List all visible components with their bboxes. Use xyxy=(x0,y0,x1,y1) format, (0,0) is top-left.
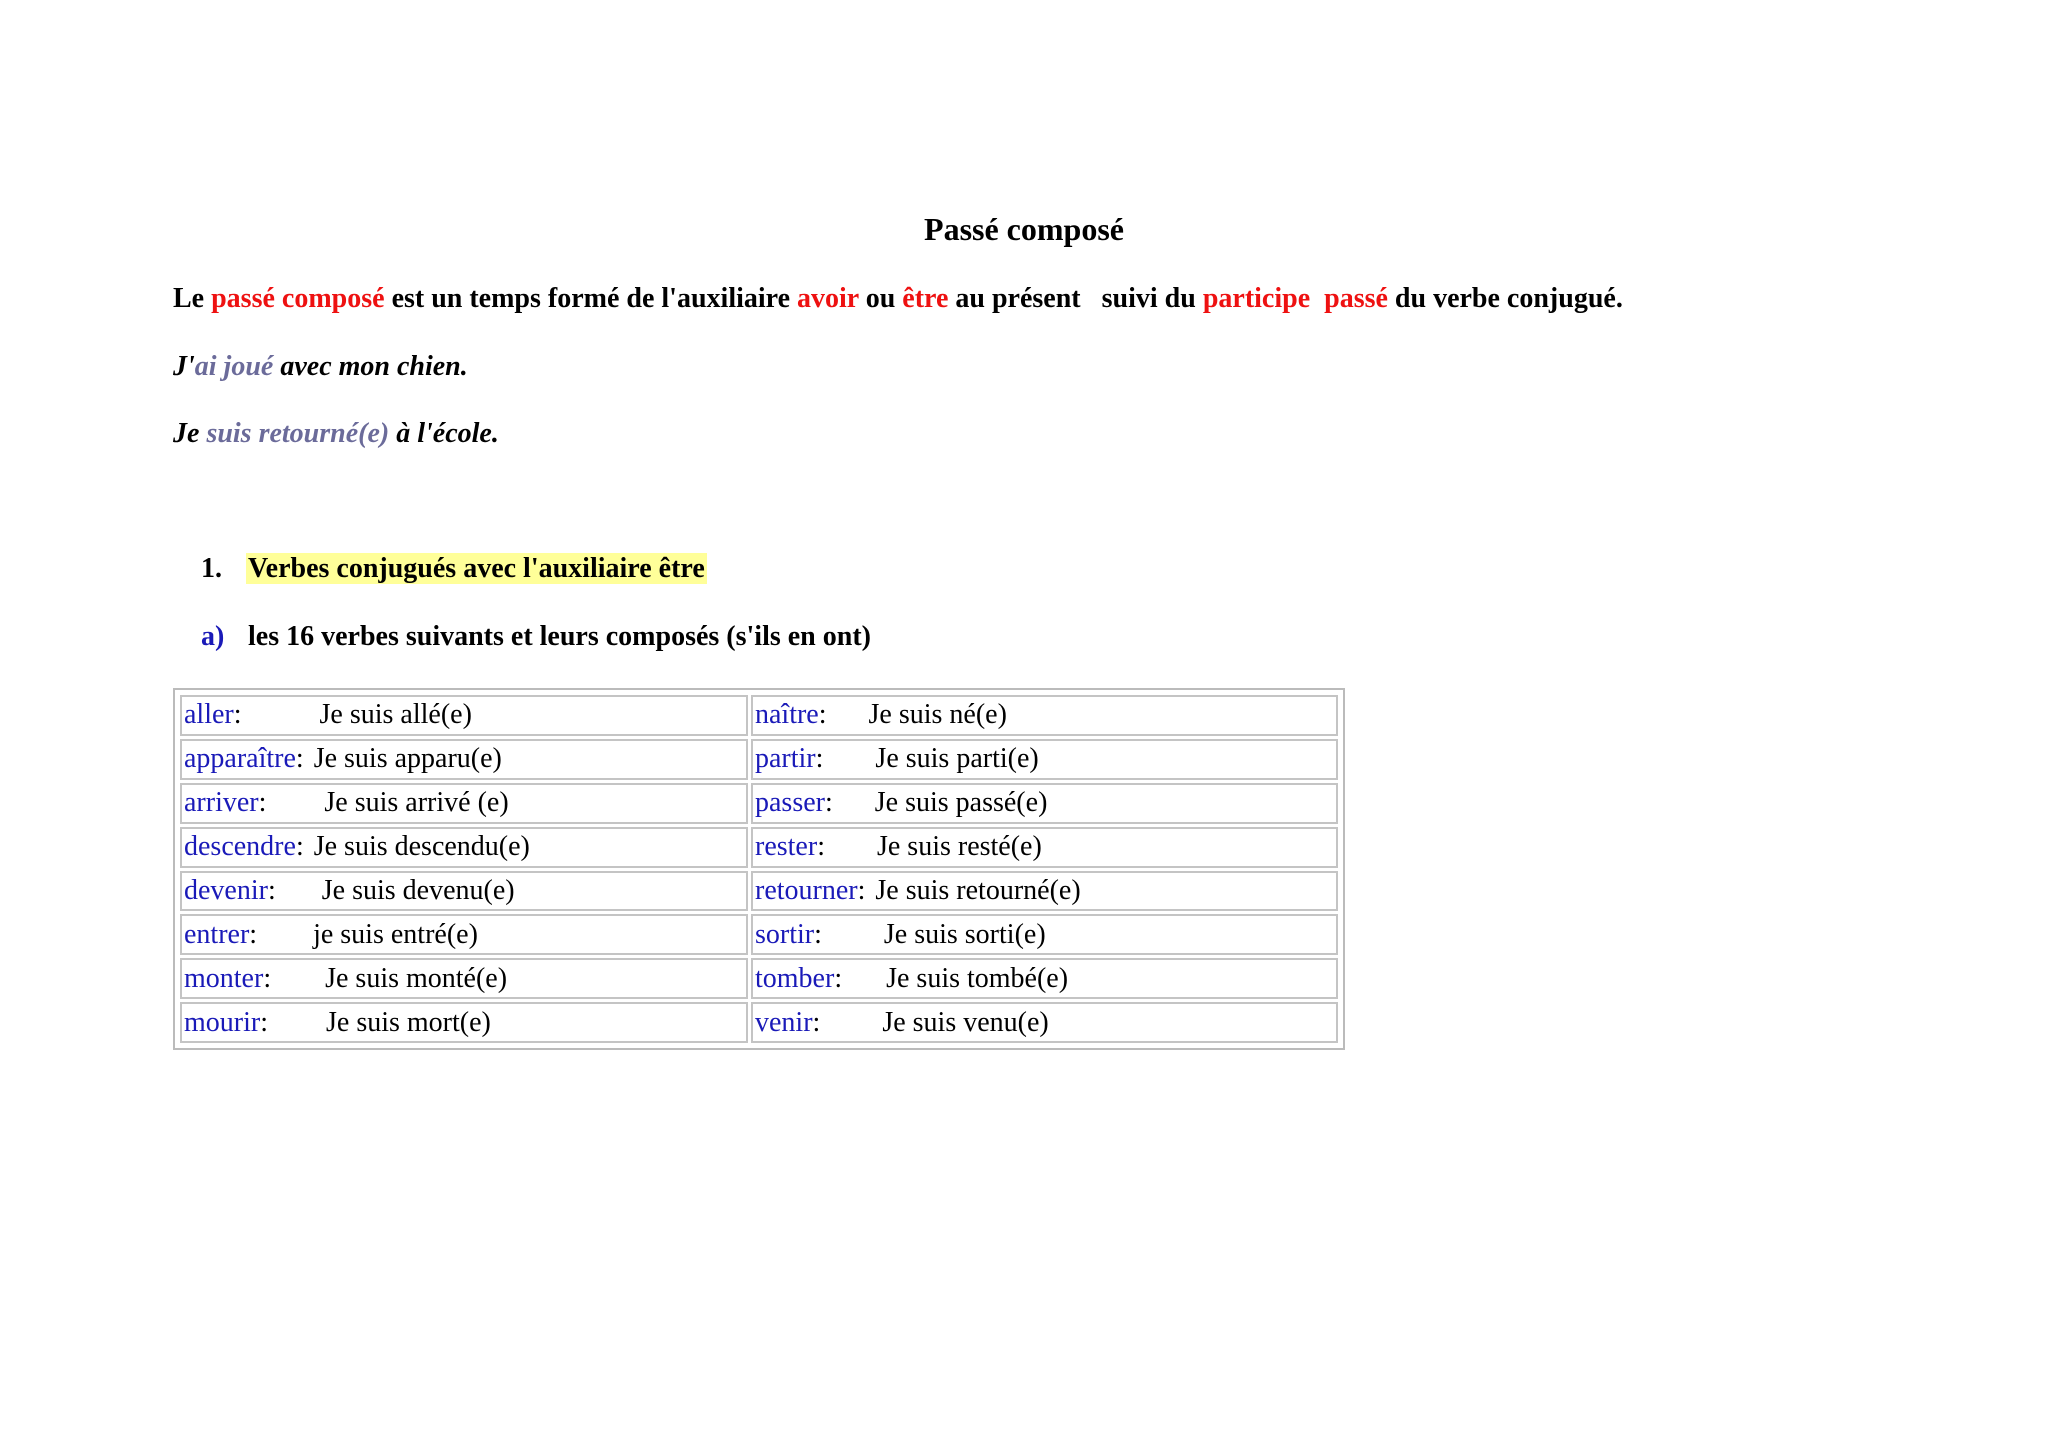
conjugated-form: Je suis passé(e) xyxy=(874,787,1048,819)
keyword-participe-passe: participe passé xyxy=(1202,283,1388,314)
colon: : xyxy=(814,918,822,950)
colon: : xyxy=(258,787,267,819)
table-row xyxy=(180,871,1338,912)
colon: : xyxy=(249,918,258,950)
keyword-avoir: avoir xyxy=(797,283,859,314)
conjugated-form: Je suis apparu(e) xyxy=(313,743,502,775)
verbs-grid xyxy=(177,692,1341,1046)
colon: : xyxy=(834,962,843,994)
section-heading-1 xyxy=(201,546,707,592)
table-row xyxy=(180,827,1338,868)
verb-infinitive: aller xyxy=(184,699,234,731)
colon: : xyxy=(233,699,242,731)
verb-infinitive: monter xyxy=(184,962,264,994)
section-number: 1. xyxy=(201,553,222,584)
conjugated-form: je suis entré(e) xyxy=(313,918,478,950)
conjugated-form: Je suis parti(e) xyxy=(875,743,1039,775)
verb-cell xyxy=(751,914,1338,955)
colon: : xyxy=(295,743,304,775)
verb-cell xyxy=(180,871,748,912)
intro-text: au présent suivi du xyxy=(948,283,1203,314)
example-verb: ai joué xyxy=(194,351,274,382)
colon: : xyxy=(263,962,272,994)
colon: : xyxy=(295,831,304,863)
example-text: avec mon chien. xyxy=(273,351,468,382)
verb-infinitive: tomber xyxy=(755,962,835,994)
intro-text: ou xyxy=(858,283,903,314)
colon: : xyxy=(824,787,833,819)
colon: : xyxy=(857,874,866,906)
keyword-etre: être xyxy=(902,283,949,314)
colon: : xyxy=(267,874,276,906)
conjugated-form: Je suis né(e) xyxy=(868,699,1007,731)
verb-cell xyxy=(751,695,1338,736)
verb-cell xyxy=(180,783,748,824)
example-sentence-2 xyxy=(173,411,499,457)
verb-cell xyxy=(751,871,1338,912)
conjugated-form: Je suis monté(e) xyxy=(325,962,508,994)
verb-infinitive: entrer xyxy=(184,918,250,950)
verb-infinitive: sortir xyxy=(755,918,815,950)
intro-paragraph xyxy=(173,276,2003,322)
verbs-table xyxy=(173,688,1345,1050)
conjugated-form: Je suis descendu(e) xyxy=(313,831,530,863)
section-title-highlighted: Verbes conjugués avec l'auxiliaire être xyxy=(248,553,705,584)
verb-infinitive: passer xyxy=(755,787,825,819)
table-row xyxy=(180,914,1338,955)
verb-cell xyxy=(180,739,748,780)
conjugated-form: Je suis arrivé (e) xyxy=(324,787,509,819)
verb-infinitive: descendre xyxy=(184,831,296,863)
verb-cell xyxy=(751,1002,1338,1043)
colon: : xyxy=(818,699,827,731)
verb-cell xyxy=(751,827,1338,868)
conjugated-form: Je suis allé(e) xyxy=(319,699,472,731)
verb-cell xyxy=(751,958,1338,999)
example-verb: suis retourné(e) xyxy=(206,418,390,449)
verb-cell xyxy=(751,739,1338,780)
keyword-passe-compose: passé composé xyxy=(211,283,385,314)
verb-cell xyxy=(180,827,748,868)
verb-infinitive: retourner xyxy=(755,874,858,906)
verb-infinitive: rester xyxy=(755,831,818,863)
verb-infinitive: apparaître xyxy=(184,743,296,775)
table-row xyxy=(180,695,1338,736)
intro-text: est un temps formé de l'auxiliaire xyxy=(384,283,798,314)
page-title: Passé composé xyxy=(924,211,1124,247)
colon: : xyxy=(815,743,824,775)
colon: : xyxy=(260,1006,268,1038)
table-row xyxy=(180,739,1338,780)
table-row xyxy=(180,1002,1338,1043)
conjugated-form: Je suis retourné(e) xyxy=(875,874,1081,906)
conjugated-form: Je suis tombé(e) xyxy=(886,962,1069,994)
verb-infinitive: venir xyxy=(755,1006,813,1038)
colon: : xyxy=(817,831,825,863)
verb-infinitive: arriver xyxy=(184,787,259,819)
conjugated-form: Je suis devenu(e) xyxy=(321,874,515,906)
example-text: Je xyxy=(173,418,207,449)
example-text: J' xyxy=(173,351,195,382)
verb-infinitive: naître xyxy=(755,699,819,731)
verb-cell xyxy=(180,695,748,736)
verb-infinitive: mourir xyxy=(184,1006,261,1038)
verb-cell xyxy=(180,958,748,999)
conjugated-form: Je suis mort(e) xyxy=(326,1006,491,1038)
verb-cell xyxy=(180,1002,748,1043)
conjugated-form: Je suis venu(e) xyxy=(882,1006,1049,1038)
intro-text: Le xyxy=(173,283,212,314)
conjugated-form: Je suis resté(e) xyxy=(876,831,1042,863)
verbs-table-body xyxy=(180,695,1338,1043)
verb-infinitive: devenir xyxy=(184,874,268,906)
verb-cell xyxy=(180,914,748,955)
subsection-text: les 16 verbes suivants et leurs composés (s'ils en ont) xyxy=(248,621,871,652)
verb-cell xyxy=(751,783,1338,824)
table-row xyxy=(180,783,1338,824)
verb-infinitive: partir xyxy=(755,743,816,775)
subsection-letter: a) xyxy=(201,621,225,652)
example-text: à l'école. xyxy=(389,418,499,449)
table-row xyxy=(180,958,1338,999)
example-sentence-1 xyxy=(173,344,468,390)
colon: : xyxy=(812,1006,821,1038)
conjugated-form: Je suis sorti(e) xyxy=(883,918,1046,950)
subsection-a xyxy=(201,614,871,660)
intro-text: du verbe conjugué. xyxy=(1387,283,1623,314)
